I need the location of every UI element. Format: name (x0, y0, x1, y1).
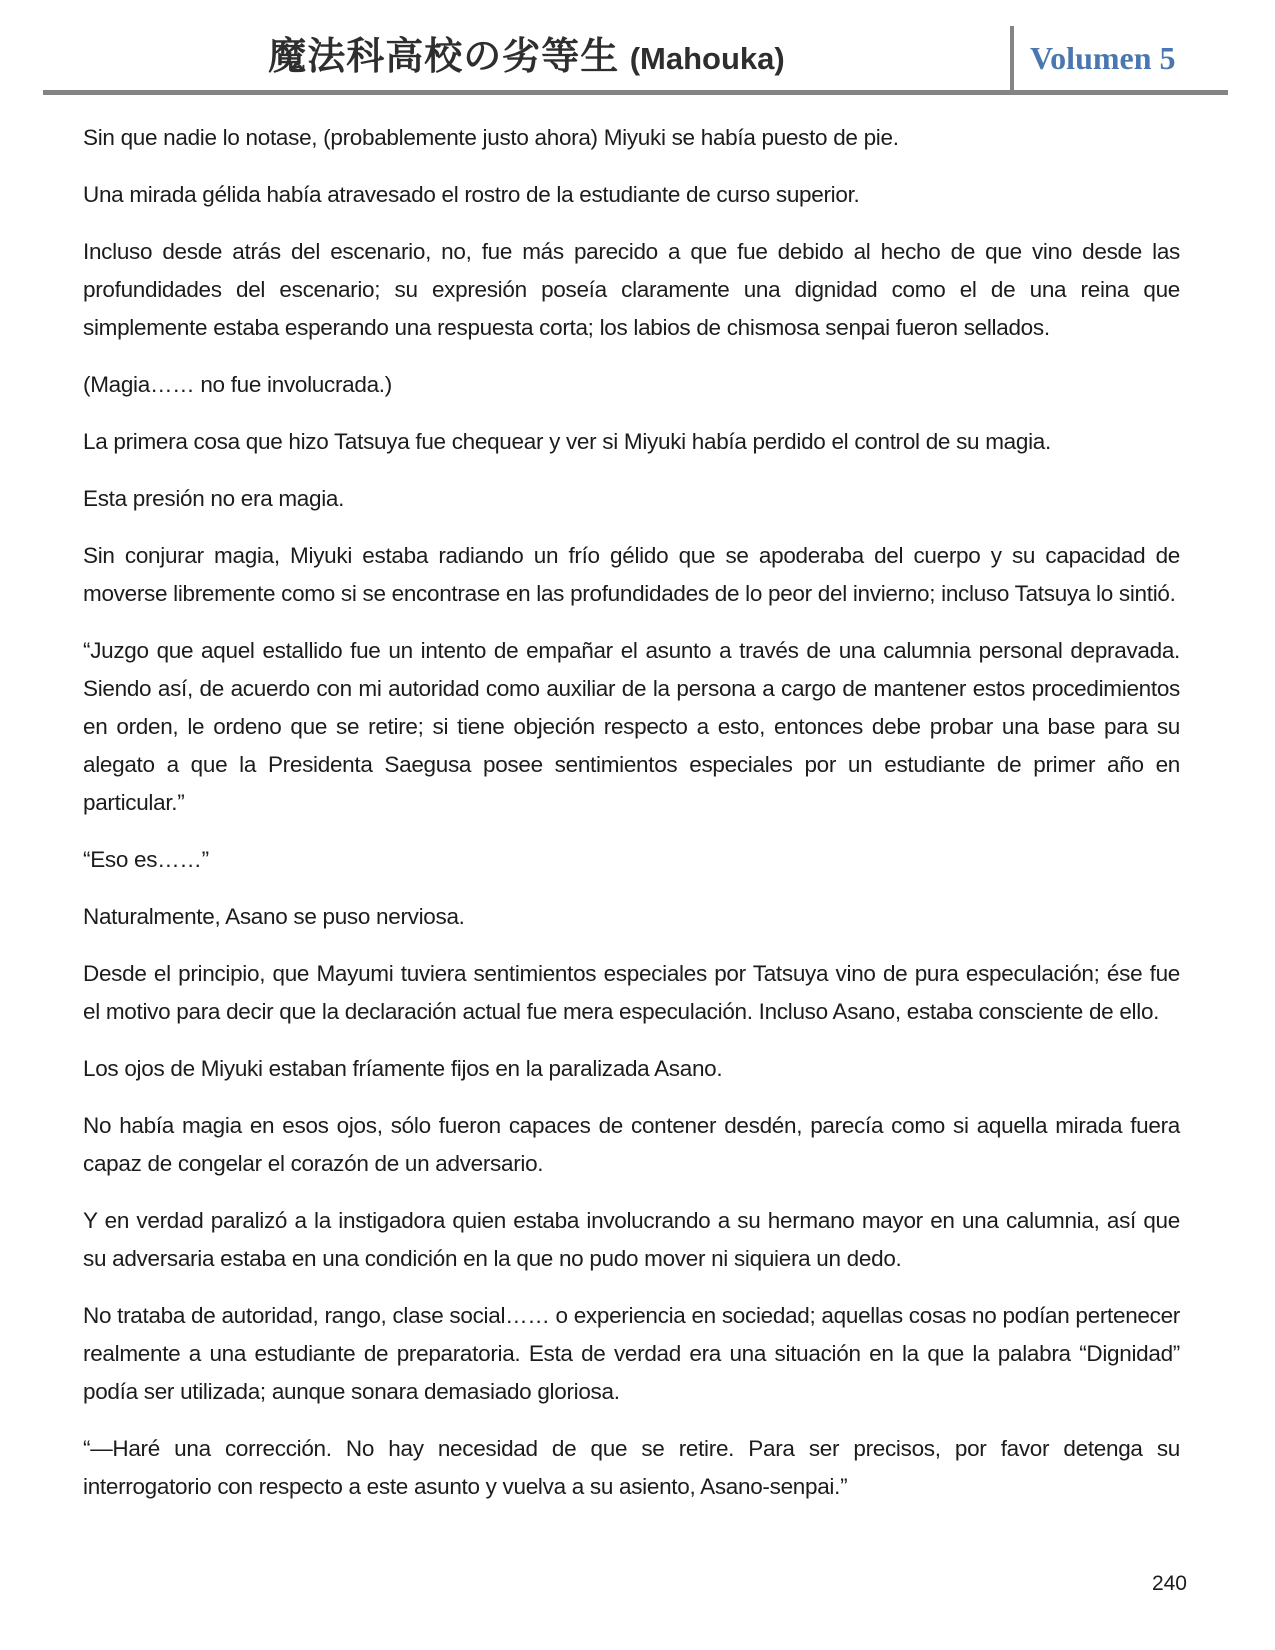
paragraph: Sin que nadie lo notase, (probablemente justo ahora) Miyuki se había puesto de pie. (83, 125, 899, 150)
document-title (43, 25, 1010, 90)
paragraph: Desde el principio, que Mayumi tuviera sentimientos especiales por Tatsuya vino de pura especulación; ése fue el motivo para decir que la declaración actual fue mera especulación. Incluso Asano, estaba consciente de ello. (83, 961, 1180, 1024)
document-title-latin: (Mahouka) (629, 41, 785, 76)
paragraph: Naturalmente, Asano se puso nerviosa. (83, 904, 465, 929)
document-title-japanese: 魔法科高校の劣等生 (268, 36, 620, 78)
page-header (43, 0, 1228, 95)
paragraph: Y en verdad paralizó a la instigadora quien estaba involucrando a su hermano mayor en una calumnia, así que su adversaria estaba en una condición en la que no pudo mover ni siquiera un dedo. (83, 1208, 1180, 1271)
volume-cell (1010, 26, 1228, 90)
paragraph: Una mirada gélida había atravesado el rostro de la estudiante de curso superior. (83, 182, 860, 207)
paragraph: (Magia…… no fue involucrada.) (83, 372, 392, 397)
paragraph: “—Haré una corrección. No hay necesidad de que se retire. Para ser precisos, por favor detenga su interrogatorio con respecto a este asunto y vuelva a su asiento, Asano-senpai.” (83, 1436, 1180, 1499)
volume-label: Volumen 5 (1030, 39, 1176, 76)
paragraph: Sin conjurar magia, Miyuki estaba radiando un frío gélido que se apoderaba del cuerpo y su capacidad de moverse libremente como si se encontrase en las profundidades de lo peor del invierno; incluso Tatsuya lo sintió. (83, 543, 1180, 606)
paragraph: La primera cosa que hizo Tatsuya fue chequear y ver si Miyuki había perdido el control de su magia. (83, 429, 1051, 454)
paragraph: Esta presión no era magia. (83, 486, 345, 511)
paragraph: Incluso desde atrás del escenario, no, fue más parecido a que fue debido al hecho de que vino desde las profundidades del escenario; su expresión poseía claramente una dignidad como el de una reina que simplemente estaba esperando una respuesta corta; los labios de chismosa senpai fueron sellados. (83, 239, 1180, 340)
page-number: 240 (1151, 1572, 1187, 1595)
paragraph: No había magia en esos ojos, sólo fueron capaces de contener desdén, parecía como si aquella mirada fuera capaz de congelar el corazón de un adversario. (83, 1113, 1180, 1176)
body-text (83, 95, 1180, 1525)
paragraph: No trataba de autoridad, rango, clase social…… o experiencia en sociedad; aquellas cosas no podían pertenecer realmente a una estudiante de preparatoria. Esta de verdad era una situación en la que la palabra “Dignidad” podía ser utilizada; aunque sonara demasiado gloriosa. (83, 1303, 1180, 1404)
paragraph: “Juzgo que aquel estallido fue un intento de empañar el asunto a través de una calumnia personal depravada. Siendo así, de acuerdo con mi autoridad como auxiliar de la persona a cargo de mantener estos procedimientos en orden, le ordeno que se retire; si tiene objeción respecto a esto, entonces debe probar una base para su alegato a que la Presidenta Saegusa posee sentimientos especiales por un estudiante de primer año en particular.” (83, 638, 1180, 815)
paragraph: Los ojos de Miyuki estaban fríamente fijos en la paralizada Asano. (83, 1056, 723, 1081)
paragraph: “Eso es……” (83, 847, 209, 872)
